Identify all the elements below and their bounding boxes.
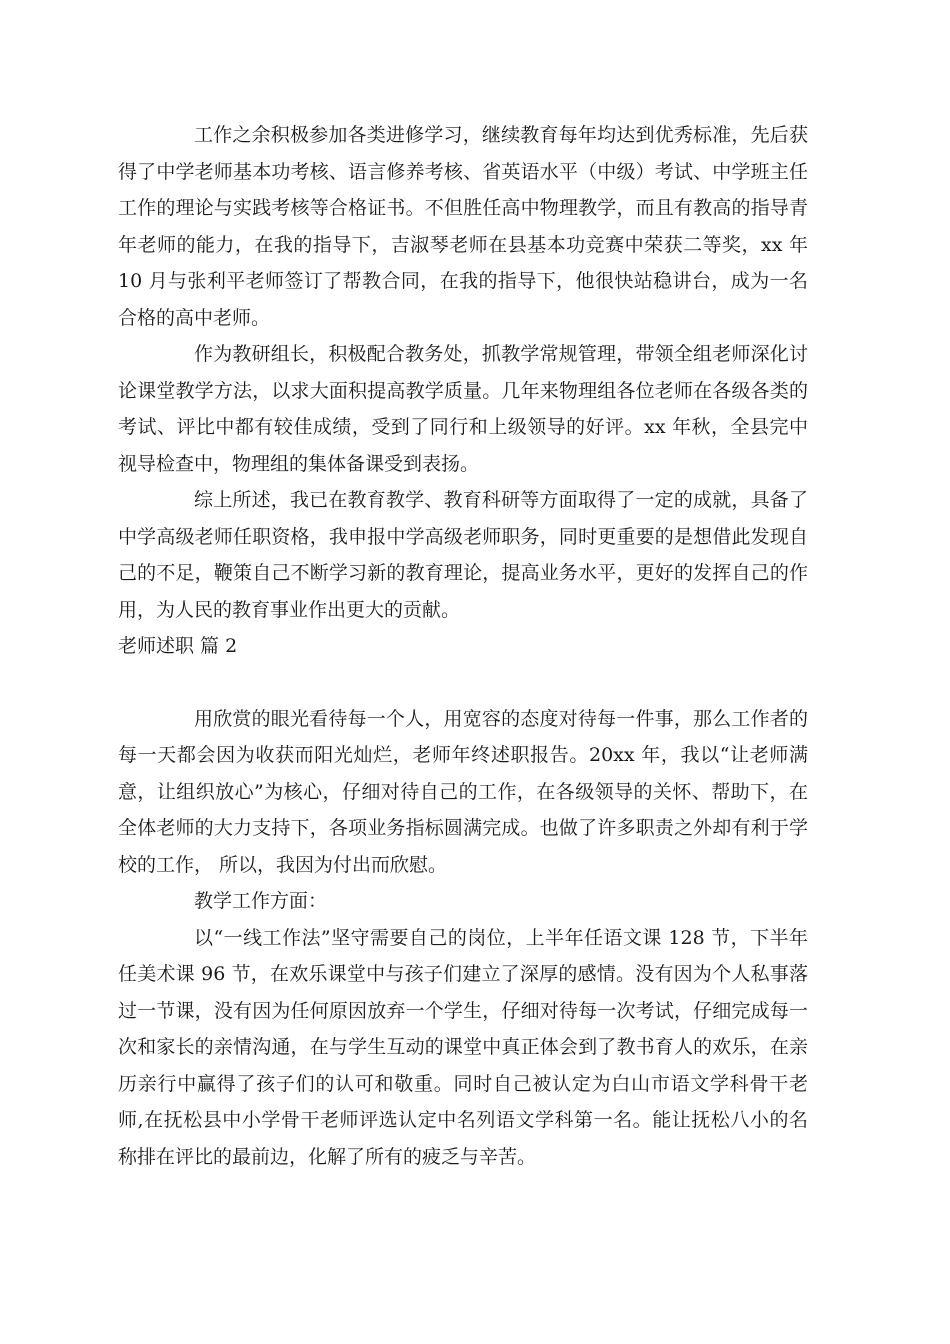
paragraph-intro: 用欣赏的眼光看待每一个人，用宽容的态度对待每一件事，那么工作者的每一天都会因为收获而阳光灿烂，老师年终述职报告。20xx 年，我以“让老师满意，让组织放心”为核心，仔细对待自己的工作，在各级领导的关怀、帮助下，在全体老师的大力支持下，各项业务指标圆满完成。也做了许多职责之外却有利于学校的工作， 所以，我因为付出而欣慰。 [118,707,808,876]
section-heading: 老师述职 篇 2 [118,635,238,657]
section-gap [118,665,808,701]
paragraph-study: 工作之余积极参加各类进修学习，继续教育每年均达到优秀标准，先后获得了中学老师基本功考核、语言修养考核、省英语水平（中级）考试、中学班主任工作的理论与实践考核等合格证书。不但胜任高中物理教学，而且有教高的指导青年老师的能力，在我的指导下，吉淑琴老师在县基本功竞赛中荣获二等奖，xx 年 10 月与张利平老师签订了帮教合同，在我的指导下，他很快站稳讲台，成为一名合格的高中老师。 [118,124,808,329]
document-body [118,117,808,1175]
paragraph-summary: 综上所述，我已在教育教学、教育科研等方面取得了一定的成就，具备了中学高级老师任职资格，我申报中学高级老师职务，同时更重要的是想借此发现自己的不足，鞭策自己不断学习新的教育理论，提高业务水平，更好的发挥自己的作用，为人民的教育事业作出更大的贡献。 [118,489,808,621]
paragraph-research-group: 作为教研组长，积极配合教务处，抓教学常规管理，带领全组老师深化讨论课堂教学方法，以求大面积提高教学质量。几年来物理组各位老师在各级各类的考试、评比中都有较佳成绩，受到了同行和上级领导的好评。xx 年秋，全县完中视导检查中，物理组的集体备课受到表扬。 [118,343,808,475]
paragraph-teaching-heading: 教学工作方面： [194,890,328,912]
paragraph-teaching-work: 以“一线工作法”坚守需要自己的岗位，上半年任语文课 128 节，下半年任美术课 96 节，在欢乐课堂中与孩子们建立了深厚的感情。没有因为个人私事落过一节课，没有因为任何原因放弃一个学生，仔细对待每一次考试，仔细完成每一次和家长的亲情沟通，在与学生互动的课堂中真正体会到了教书育人的欢乐，在亲历亲行中赢得了孩子们的认可和敬重。同时自己被认定为白山市语文学科骨干老师,在抚松县中小学骨干老师评选认定中名列语文学科第一名。能让抚松八小的名称排在评比的最前边，化解了所有的疲乏与辛苦。 [118,926,808,1168]
